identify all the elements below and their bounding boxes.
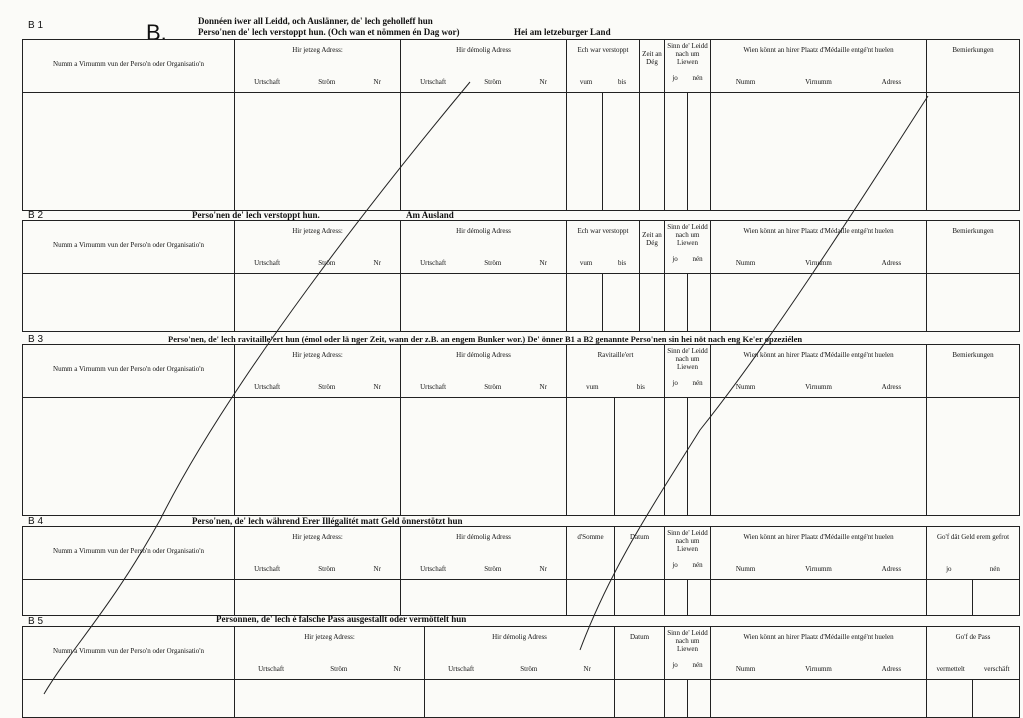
- entry-cell[interactable]: [711, 93, 927, 211]
- entry-cell[interactable]: [665, 680, 688, 718]
- datum-header: Datum: [615, 527, 665, 580]
- table-b4: [22, 526, 1020, 616]
- entry-cell[interactable]: [665, 580, 688, 616]
- section-b3: [22, 332, 1019, 512]
- table-b1: [22, 39, 1020, 211]
- addr-old-header: Hir démolig Adress Urtschaft Ström Nr: [401, 40, 567, 93]
- entry-cell[interactable]: [603, 93, 640, 211]
- entry-cell[interactable]: [235, 680, 425, 718]
- addr-old-header: Hir démolig Adress Urtschaft Ström Nr: [401, 221, 567, 274]
- section-b4: [22, 514, 1019, 612]
- table-b5: [22, 626, 1020, 718]
- entry-cell[interactable]: [640, 93, 665, 211]
- entry-cell[interactable]: [711, 580, 927, 616]
- entry-cell[interactable]: [567, 93, 603, 211]
- form-letter: B.: [146, 20, 167, 45]
- addr-now-header: Hir jetzeg Adress: Urtschaft Ström Nr: [235, 527, 401, 580]
- section-b1: [22, 12, 1019, 206]
- entry-cell[interactable]: [23, 680, 235, 718]
- somme-header: d'Somme: [567, 527, 615, 580]
- entry-cell[interactable]: [688, 274, 711, 332]
- entry-cell[interactable]: [23, 580, 235, 616]
- sinn-header: Sinn de' Leidd nach um Liewen jo nén: [665, 221, 711, 274]
- sinn-header: Sinn de' Leidd nach um Liewen jo nén: [665, 527, 711, 580]
- entry-cell[interactable]: [688, 580, 711, 616]
- addr-now-header: Hir jetzeg Adress: Urtschaft Ström Nr: [235, 627, 425, 680]
- entry-cell[interactable]: [665, 274, 688, 332]
- entry-cell[interactable]: [927, 93, 1020, 211]
- zeit-header: Zeit an Dég: [640, 221, 665, 274]
- section-title: Personnen, de' lech é falsche Pass ausgestallt oder vermöttelt hun: [216, 614, 467, 624]
- entry-cell[interactable]: [235, 274, 401, 332]
- entry-cell[interactable]: [688, 680, 711, 718]
- hidden-header: Ech war verstoppt vum bis: [567, 221, 640, 274]
- entry-cell[interactable]: [640, 274, 665, 332]
- entry-cell[interactable]: [235, 93, 401, 211]
- section-code: B 2: [28, 210, 44, 221]
- wien-header: Wien könnt an hirer Plaatz d'Médaille entgé'nt huelen Numm Virnumm Adress: [711, 627, 927, 680]
- wien-header: Wien könnt an hirer Plaatz d'Médaille entgé'nt huelen Numm Virnumm Adress: [711, 345, 927, 398]
- entry-cell[interactable]: [603, 274, 640, 332]
- entry-cell[interactable]: [23, 274, 235, 332]
- addr-now-header: Hir jetzeg Adress: Urtschaft Ström Nr: [235, 345, 401, 398]
- addr-now-header: Hir jetzeg Adress: Urtschaft Ström Nr: [235, 40, 401, 93]
- entry-cell[interactable]: [688, 398, 711, 516]
- section-code: B 4: [28, 516, 44, 527]
- entry-cell[interactable]: [711, 398, 927, 516]
- entry-cell[interactable]: [973, 580, 1020, 616]
- gof-header: Go'f dät Geld erem gefrot jo nén: [927, 527, 1020, 580]
- addr-old-header: Hir démolig Adress Urtschaft Ström Nr: [425, 627, 615, 680]
- entry-cell[interactable]: [688, 93, 711, 211]
- entry-cell[interactable]: [927, 274, 1020, 332]
- entry-cell[interactable]: [927, 680, 973, 718]
- entry-cell[interactable]: [401, 580, 567, 616]
- pass-header: Go'f de Pass vermettelt verschäft: [927, 627, 1020, 680]
- rav-header: Ravitaille'ert vum bis: [567, 345, 665, 398]
- bem-header: Bemierkungen: [927, 345, 1020, 398]
- entry-cell[interactable]: [615, 398, 665, 516]
- entry-cell[interactable]: [567, 398, 615, 516]
- wien-header: Wien könnt an hirer Plaatz d'Médaille entgé'nt huelen Numm Virnumm Adress: [711, 527, 927, 580]
- addr-old-header: Hir démolig Adress Urtschaft Ström Nr: [401, 527, 567, 580]
- wien-header: Wien könnt an hirer Plaatz d'Médaille entgé'nt huelen Numm Virnumm Adress: [711, 221, 927, 274]
- entry-cell[interactable]: [425, 680, 615, 718]
- addr-now-header: Hir jetzeg Adress: Urtschaft Ström Nr: [235, 221, 401, 274]
- section-title: Perso'nen, de' lech ravitaille'ert hun (émol oder lä nger Zeit, wann der z.B. an engem Bunker wor.) De' önner B1 a B2 genannte Perso'nen sin hei nöt nach eng Ke'er opzeziélen: [168, 334, 803, 344]
- hidden-header: Ech war verstoppt vum bis: [567, 40, 640, 93]
- bem-header: Bemierkungen: [927, 221, 1020, 274]
- wien-header: Wien könnt an hirer Plaatz d'Médaille entgé'nt huelen Numm Virnumm Adress: [711, 40, 927, 93]
- entry-cell[interactable]: [401, 93, 567, 211]
- entry-cell[interactable]: [567, 274, 603, 332]
- header-line2: Perso'nen de' lech verstoppt hun. (Och wan et nömmen én Dag wor): [198, 27, 460, 37]
- section-code: B 1: [28, 20, 44, 31]
- entry-cell[interactable]: [235, 398, 401, 516]
- sinn-header: Sinn de' Leidd nach um Liewen jo nén: [665, 627, 711, 680]
- sinn-header: Sinn de' Leidd nach um Liewen jo nén: [665, 345, 711, 398]
- entry-cell[interactable]: [567, 580, 615, 616]
- entry-cell[interactable]: [927, 398, 1020, 516]
- name-col-header: Numm a Virnumm vun der Perso'n oder Organisatio'n: [23, 40, 235, 93]
- table-b2: [22, 220, 1020, 332]
- name-col-header: Numm a Virnumm vun der Perso'n oder Organisatio'n: [23, 627, 235, 680]
- section-code: B 3: [28, 334, 44, 345]
- entry-cell[interactable]: [927, 580, 973, 616]
- table-b3: [22, 344, 1020, 516]
- entry-cell[interactable]: [615, 580, 665, 616]
- entry-cell[interactable]: [665, 93, 688, 211]
- header-line1: Donnéen iwer all Leidd, och Auslänner, de' lech geholleff hun: [198, 16, 433, 26]
- entry-cell[interactable]: [23, 398, 235, 516]
- entry-cell[interactable]: [235, 580, 401, 616]
- entry-cell[interactable]: [23, 93, 235, 211]
- name-col-header: Numm a Virnumm vun der Perso'n oder Organisatio'n: [23, 345, 235, 398]
- name-col-header: Numm a Virnumm vun der Perso'n oder Organisatio'n: [23, 221, 235, 274]
- header-line2b: Hei am letzeburger Land: [514, 27, 611, 37]
- section-code: B 5: [28, 616, 44, 627]
- entry-cell[interactable]: [711, 274, 927, 332]
- name-col-header: Numm a Virnumm vun der Perso'n oder Organisatio'n: [23, 527, 235, 580]
- entry-cell[interactable]: [665, 398, 688, 516]
- entry-cell[interactable]: [401, 274, 567, 332]
- section-b2: [22, 208, 1019, 328]
- section-title: Perso'nen de' lech verstoppt hun.: [192, 210, 320, 220]
- section-b5: [22, 614, 1019, 714]
- sinn-header: Sinn de' Leidd nach um Liewen jo nén: [665, 40, 711, 93]
- entry-cell[interactable]: [615, 680, 665, 718]
- section-title: Perso'nen, de' lech während Erer Illégalitét matt Geld önnerstötzt hun: [192, 516, 463, 526]
- bem-header: Bemierkungen: [927, 40, 1020, 93]
- datum-header: Datum: [615, 627, 665, 680]
- addr-old-header: Hir démolig Adress Urtschaft Ström Nr: [401, 345, 567, 398]
- section-title2: Am Ausland: [406, 210, 454, 220]
- entry-cell[interactable]: [401, 398, 567, 516]
- entry-cell[interactable]: [711, 680, 927, 718]
- zeit-header: Zeit an Dég: [640, 40, 665, 93]
- entry-cell[interactable]: [973, 680, 1020, 718]
